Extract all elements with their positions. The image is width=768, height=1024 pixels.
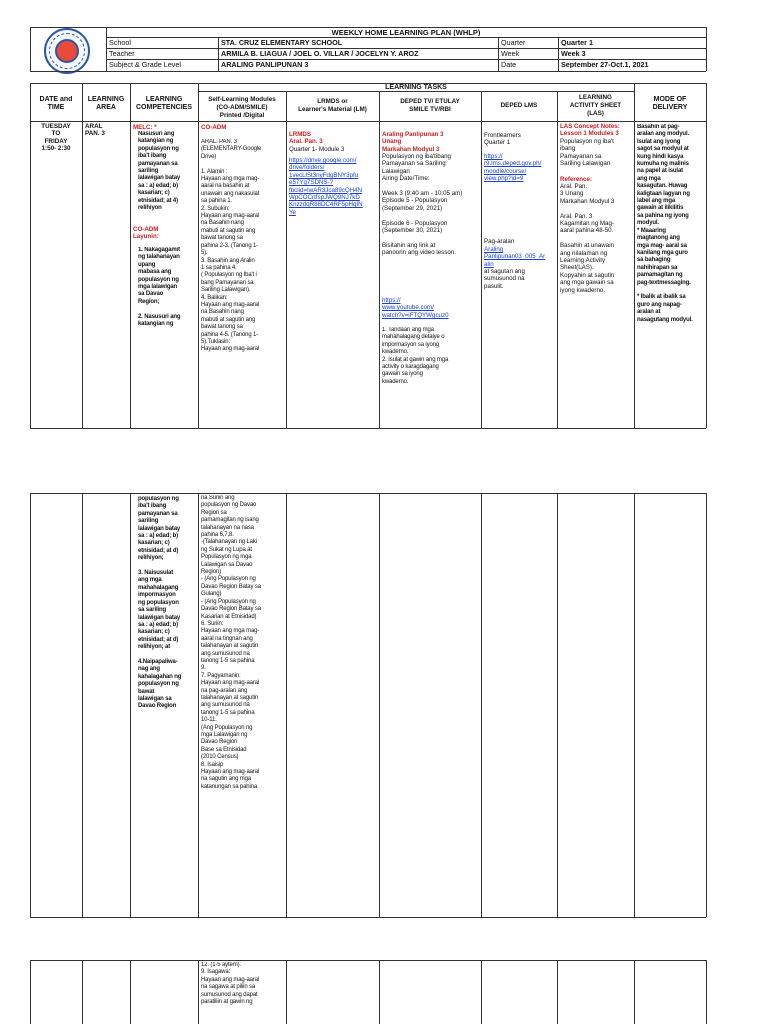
competency-text: Nasusuri ang katangian ng populasyon ng iba't ibang pamayanan sa sariling lalawigan batay sa : a) edad; b) kasarian; c) etnisidad; at 4) relihiyon bbox=[138, 131, 181, 212]
date-value: September 27-Oct.1, 2021 bbox=[561, 61, 649, 69]
col-slm-header: Self-Learning Modules (CO-ADM/SMILE) Printed /Digital bbox=[208, 96, 276, 119]
school-label: School bbox=[109, 39, 131, 47]
lrmds-label: LRMDS Aral. Pan. 3 bbox=[289, 131, 323, 146]
school-seal-logo bbox=[44, 28, 90, 74]
tv-instructions: 1. Tandaan ang mga mahahalagang detalye o impormasyon sa iyong kwaderno. 2. Isulat at gawin ang mga activity o karagdagang gawain sa iyong kwaderno. bbox=[382, 327, 449, 385]
learning-tasks-header: LEARNING TASKS bbox=[385, 84, 447, 91]
melc-label: MELC: * bbox=[133, 124, 157, 131]
week-label: Week bbox=[501, 50, 520, 58]
tv-episode-title: Araling Panlipunan 3 Unang Markahan Modyul 3 bbox=[382, 131, 444, 153]
date-label: Date bbox=[501, 61, 517, 69]
delivery-mode-text: Basahin at pag- aralan ang modyul. Isulat ang iyong sagot sa modyul at kung hindi kasya kumuha ng malinis na papel at isulat ang mga kasagutan. Huwag kaligtaan lagyan ng label ang mga gawain at ilikilitis sa pahina ng iyong modyul. * Maaaring magtanong ang mga mag- aaral sa kanilang mga guro sa bahaging nahihirapan sa pamamagitan ng pag-textmessaging. * Ibalik at ibalik sa guro ang napag- aralan at nasagutang modyul. bbox=[637, 124, 693, 323]
quarter-value: Quarter 1 bbox=[561, 39, 593, 47]
col-area-header: LEARNING AREA bbox=[87, 96, 125, 111]
competency-text-continued: populasyon ng iba't ibang pamayanan sa sariling lalawigan batay sa : a) edad; b) kasarian; c) etnisidad; at d) relihiyon; 3. Naisusulat ang mga mahahalagang impormasyon ng populasyon sa sariling lalawigan batay sa : a) edad; b) kasarian; c) etnisidad; at d) relihiyon; at 4.Naipapaliwa- nag ang kahalagahan ng populasyon ng bawat lalawigan sa Davao Region bbox=[138, 496, 182, 710]
quarter-label: Quarter bbox=[501, 39, 526, 47]
col-lrmds-header: LRMDS or Learner's Material (LM) bbox=[298, 98, 367, 113]
lms-quiz-note: at sagutan ang sumusunod na pasulit. bbox=[484, 268, 525, 290]
slm-coadm-label: CO-ADM bbox=[201, 124, 227, 131]
competency-objectives: 1. Nakagagamit ng talahanayan upang mabasa ang populasyon ng mga lalawigan sa Davao Region; 2. Nasusuri ang katangian ng bbox=[138, 247, 181, 328]
week-value: Week 3 bbox=[561, 50, 586, 58]
las-reference-label: Reference: bbox=[560, 176, 592, 183]
teacher-value: ARMILA B. LIAGUA / JOEL O. VILLAR / JOCELYN Y. AROZ bbox=[221, 50, 419, 58]
plan-title: WEEKLY HOME LEARNING PLAN (WHLP) bbox=[331, 29, 481, 37]
lms-pag-aralan: Pag-aralan bbox=[484, 238, 515, 245]
youtube-link[interactable]: https:// www.youtube.com/ watch?v=iFTQYWgcuz0 bbox=[382, 297, 449, 319]
lrmds-drive-link[interactable]: https://drive.google.com/ drive/folders/ 1vecLlSt3nyFdgBNY3pfu e57Yg7SDNS-? fbclid=IwAR3Jca89cQH4N WpCOCrtfspJWQ9NJ7kD KnzzdqR88DC4RF5pHqIN Ye bbox=[289, 157, 363, 216]
col-date-header: DATE and TIME bbox=[39, 96, 73, 111]
lrmds-quarter: Quarter 1- Module 3 bbox=[289, 146, 345, 153]
col-mode-header: MODE OF DELIVERY bbox=[652, 96, 688, 111]
las-reference-text: Aral. Pan. 3 Unang Markahan Modyul 3 Aral. Pan. 3 Kagamitan ng Mag- aaral pahina 48-50. Basahin at unawain ang nilalaman ng Learning Activity Sheet(LAS). Kopyahin at sagutin ang mga gawain sa iyong kwaderno. bbox=[560, 183, 615, 294]
col-competencies-header: LEARNING COMPETENCIES bbox=[135, 96, 192, 111]
lms-lesson-link[interactable]: Araling Panlipunan03_005_Ar alin bbox=[484, 246, 546, 268]
las-topic: Populasyon ng iba't ibang Pamayanan sa Sariling Lalawigan bbox=[560, 138, 614, 168]
school-value: STA. CRUZ ELEMENTARY SCHOOL bbox=[221, 39, 343, 47]
slm-instructions: ARAL. PAN. 3 (ELEMENTARY-Google Drive) 1. Alamin : Hayaan ang mga mag- aaral na basahin at unawain ang nakasulat sa pahina 1. 2. Subukin: Hayaan ang mag-aaral na Basahin nang mabuti at sagutin ang bawat tanong sa pahina 2-3. (Tanong 1- 5). 3. Basahin ang Aralin 1 sa pahina 4. ( Populasyon ng Iba't i bang Pamayanan sa Sariling Lalawigan). 4. Balikan: Hayaan ang mag-aaral na Basahin nang mabuti at sagutin ang bawat tanong sa pahina 4-5. (Tanong 1- 5).Tuklasin: Hayaan ang mag-aaral bbox=[201, 139, 262, 353]
col-lms-header: DEPED LMS bbox=[500, 102, 538, 109]
lms-course-link[interactable]: https:// r9.lms.deped.gov.ph/ moodle/course/ view.php?id=9 bbox=[484, 153, 542, 183]
teacher-label: Teacher bbox=[109, 50, 135, 58]
las-concept-notes: LAS Concept Notes: Lesson 1 Modules 3 bbox=[560, 123, 620, 138]
tv-schedule: Populasyon ng iba'tibang Pamayanan sa Sariling Lalawigan Airing Date/Time: Week 3 (9:40 am - 10:05 am) Episode 5 - Populasyon (September 29, 2021) Episode 6 - Populasyon (September 30, 2021) Bisitahin ang link at panoorin ang video lesson. bbox=[382, 153, 463, 257]
slm-instructions-continued: na Suriin ang populasyon ng Davao Region sa pamamagitan ng isang talahanayan na nasa pahina 6,7,8. -(Talahanayan ng Laki ng Sukat ng Lupa at Populasyon ng mga Lalawigan sa Davao Region) - (Ang Populasyon ng Davao Region Batay sa Gulang) - (Ang Populasyon ng Davao Region Batay sa Kasarian at Etnisidad) 6. Suriin: Hayaan ang mga mag- aaral na tingnan ang talahanayan at sagutin ang sumusunod na tanong 1-5 sa pahina 9. 7. Pagyamanin: Hayaan ang mag-aaral na pag-aralan ang talahanayan at sagutin ang sumusunod na tanong 1-5 sa pahina 10-11. (Ang Populasyon ng mga Lalawigan ng Davao Region Base sa Etnisidad (2010 Census) 8. Isaisip Hayaan ang mag-aaral na sagutin ang mga katanungan sa pahina bbox=[201, 495, 261, 790]
col-las-header: LEARNING ACTIVITY SHEET (LAS) bbox=[569, 94, 622, 117]
lms-frontlearners: Frontlearners Quarter 1 bbox=[484, 132, 521, 147]
subject-value: ARALING PANLIPUNAN 3 bbox=[221, 61, 309, 69]
learning-area-cell: ARAL PAN. 3 bbox=[85, 123, 105, 138]
date-time-cell: TUESDAY TO FRIDAY 1:50- 2:30 bbox=[41, 123, 71, 153]
col-tv-header: DEPED TV/ ETULAY SMILE TV/RBI bbox=[400, 98, 460, 113]
subject-label: Subject & Grade Level bbox=[109, 61, 181, 69]
coadm-layunin-label: CO-ADM Layunin: bbox=[133, 226, 159, 241]
slm-instructions-page3: 12. (1-5 aytem). 9. Isagawa: Hayaan ang mag-aaral na sagawa at piliin sa sumusunod ang dapat paratiliin at gawin ng bbox=[201, 962, 260, 1006]
